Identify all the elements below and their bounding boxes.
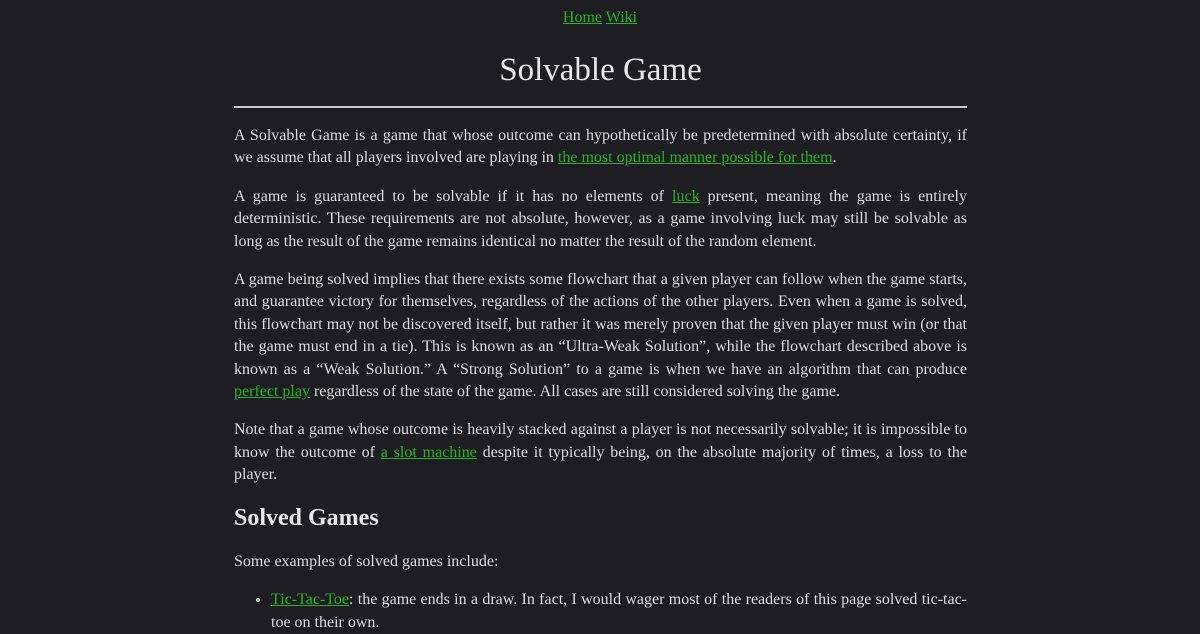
list-item-text: : the game ends in a draw. In fact, I would wager most of the readers of this page solved tic-tac-toe on their own.: [271, 591, 967, 631]
tic-tac-toe-link[interactable]: Tic-Tac-Toe: [271, 591, 350, 609]
solved-games-intro: Some examples of solved games include:: [234, 552, 499, 570]
paragraph-text: A game is guaranteed to be solvable if it has no elements of: [234, 187, 673, 205]
slot-machine-link[interactable]: a slot machine: [380, 443, 477, 461]
paragraph-text: despite it typically being, on the absolute majority of times, a loss to the player.: [234, 443, 967, 484]
paragraph-intro: [234, 125, 967, 170]
paragraph-text: Note that a game whose outcome is heavily stacked against a player is not necessarily solvable; it is impossible to know the outcome of: [234, 421, 967, 461]
paragraph-text: .: [832, 149, 837, 167]
nav-home-link[interactable]: Home: [562, 9, 603, 26]
solved-games-list: [234, 589, 967, 634]
title-divider: [234, 106, 967, 108]
paragraph-text: regardless of the state of the game. All cases are still considered solving the game.: [309, 383, 841, 401]
solved-games-heading: Solved Games: [234, 504, 379, 531]
paragraph-solutions: [234, 269, 967, 403]
perfect-play-link[interactable]: perfect play: [234, 383, 310, 401]
paragraph-note: [234, 419, 967, 486]
top-nav: [0, 9, 1200, 27]
optimal-play-link[interactable]: the most optimal manner possible for them: [557, 149, 833, 167]
paragraph-text: A Solvable Game is a game that whose outcome can hypothetically be predetermined with absolute certainty, if we assume that all players involved are playing in: [234, 127, 967, 167]
page-title: Solvable Game: [499, 52, 702, 88]
article-body: [234, 125, 967, 634]
luck-link[interactable]: luck: [672, 187, 700, 205]
nav-wiki-link[interactable]: Wiki: [605, 9, 638, 26]
list-item: [271, 589, 967, 634]
paragraph-text: present, meaning the game is entirely deterministic. These requirements are not absolute, however, as a game involving luck may still be solvable as long as the result of the game remains identical no matter the result of the random element.: [234, 187, 967, 250]
paragraph-luck: [234, 186, 967, 253]
paragraph-text: A game being solved implies that there exists some flowchart that a given player can follow when the game starts, and guarantee victory for themselves, regardless of the actions of the other players. Even when a game is solved, this flowchart may not be discovered itself, but rather it was merely proven that the given player must win (or that the game must end in a tie). This is known as an “Ultra-Weak Solution”, while the flowchart described above is known as a “Weak Solution.” A “Strong Solution” to a game is when we have an algorithm that can produce: [234, 271, 967, 378]
